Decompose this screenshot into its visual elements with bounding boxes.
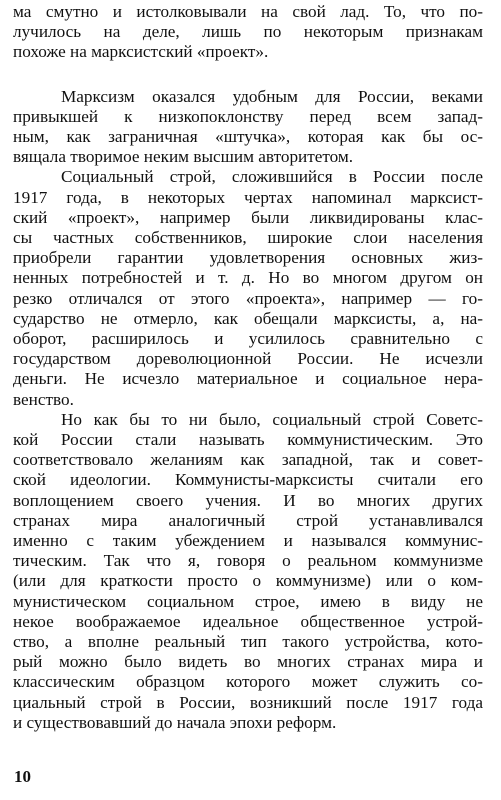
text-line: ма смутно и истолковывали на свой лад. То, что по- (13, 2, 483, 21)
text-line: государством дореволюционной России. Не исчезли (13, 349, 483, 369)
text-line: рый можно было видеть во многих странах мира и (13, 652, 483, 672)
text-line: приобрели гарантии удовлетворения основных жиз- (13, 248, 483, 268)
text-line: привыкшей к низкопоклонству перед всем запад- (13, 106, 483, 126)
text-line: лучилось на деле, лишь по некоторым признакам (13, 22, 483, 42)
text-line: 1917 года, в некоторых чертах напоминал марксист- (13, 187, 483, 207)
text-line: и существовавший до начала эпохи реформ. (13, 712, 337, 732)
text-line: ство, а вполне реальный тип такого устройства, кото- (13, 632, 483, 651)
text-line: сы частных собственников, широкие слои населения (13, 228, 483, 247)
text-line: тическим. Так что я, говоря о реальном коммунизме (13, 551, 483, 571)
text-line: мунистическом социальном строе, имею в виду не (13, 591, 483, 611)
text-line: оборот, расширилось и усилилось сравнительно с (13, 329, 483, 348)
text-line: резко отличался от этого «проекта», например — го- (13, 288, 483, 308)
text-line: классическим образцом которого может служить со- (13, 672, 483, 692)
text-line: венство. (13, 389, 74, 409)
text-line: соответствовало желаниям как западной, так и совет- (13, 450, 483, 470)
text-line: ской идеологии. Коммунисты-марксисты считали его (13, 470, 483, 490)
text-line: похоже на марксистский «проект». (13, 42, 269, 62)
text-line: сударство не отмерло, как обещали марксисты, а, на- (13, 308, 483, 328)
text-line: Социальный строй, сложившийся в России после (61, 167, 483, 187)
text-line: Но как бы то ни было, социальный строй Советс- (61, 409, 483, 429)
text-line: ным, как заграничная «штучка», которая как бы ос- (13, 127, 483, 146)
text-line: циальный строй в России, возникший после 1917 года (13, 692, 483, 712)
text-line: Марксизм оказался удобным для России, веками (61, 86, 483, 106)
text-line: воплощением своего учения. И во многих других (13, 490, 483, 510)
text-line: кой России стали называть коммунистическим. Это (13, 430, 483, 449)
text-line: ский «проект», например были ликвидированы клас- (13, 207, 483, 227)
text-line: деньги. Не исчезло материальное и социальное нера- (13, 369, 483, 389)
text-line: именно с таким убеждением и назывался коммунис- (13, 531, 483, 550)
text-line: ненных потребностей и т. д. Но во многом другом он (13, 268, 483, 288)
text-line: вящала творимое неким высшим авторитетом. (13, 147, 354, 167)
text-line: странах мира аналогичный строй устанавливался (13, 510, 483, 530)
page-number: 10 (14, 767, 31, 786)
text-line: (или для краткости просто о коммунизме) или о ком- (13, 571, 483, 591)
text-line: некое воображаемое идеальное общественное устрой- (13, 611, 483, 631)
